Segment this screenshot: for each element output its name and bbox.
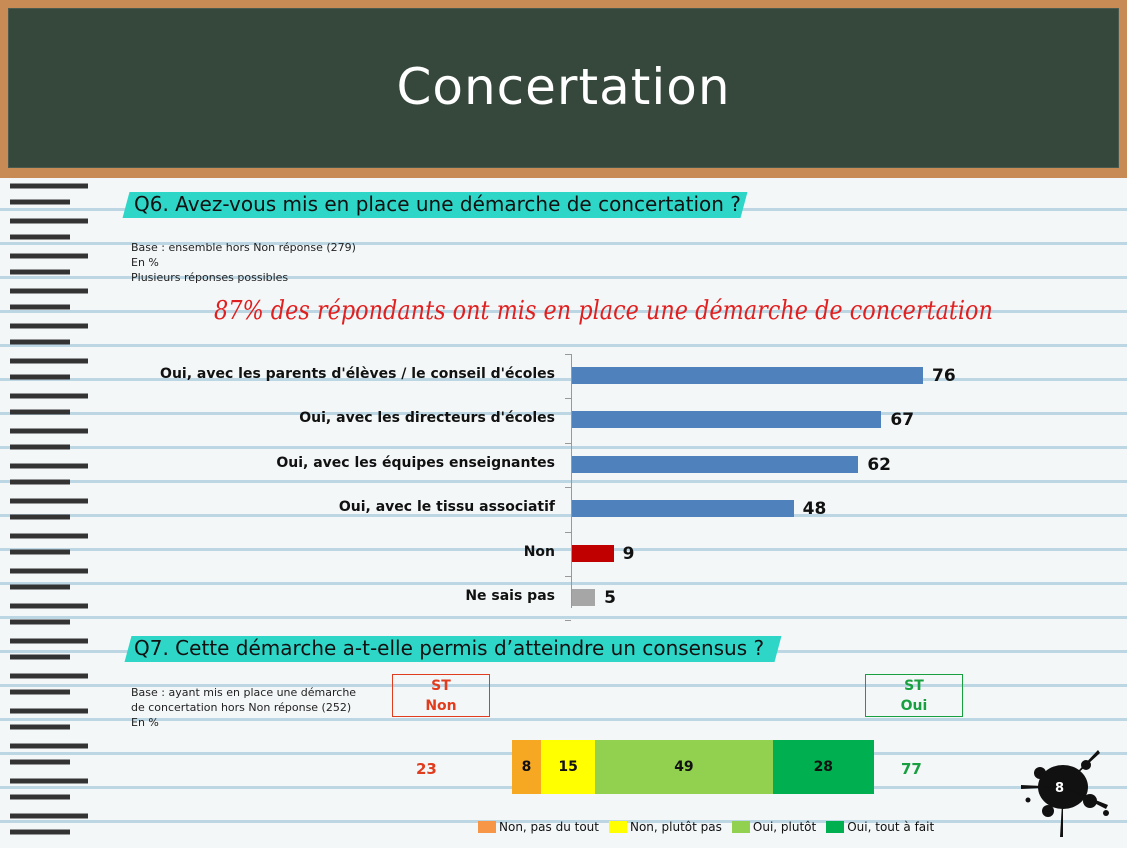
st-non-value: 23 — [416, 760, 437, 778]
legend-swatch — [732, 821, 750, 833]
chart1-axis-tick — [565, 620, 571, 621]
st-oui-value: 77 — [901, 760, 922, 778]
legend-swatch — [478, 821, 496, 833]
q7-question: Q7. Cette démarche a-t-elle permis d’atteindre un consensus ? — [134, 636, 765, 660]
q7-base-line3: En % — [131, 716, 159, 729]
chart1-value-label: 48 — [802, 499, 827, 520]
legend-item — [826, 820, 934, 834]
q7-base-line2: de concertation hors Non réponse (252) — [131, 701, 352, 714]
chart1-category-label: Oui, avec le tissu associatif — [338, 499, 555, 516]
chart2-segment: 15 — [541, 740, 595, 794]
chart1-value-label: 67 — [890, 410, 915, 431]
legend-item — [732, 820, 816, 834]
chart1-category-label: Oui, avec les équipes enseignantes — [276, 454, 555, 471]
chart1-bar — [572, 367, 923, 384]
st-non-label2: Non — [425, 698, 457, 714]
chart1-axis-tick — [565, 532, 571, 533]
spiral-binding-icon — [0, 178, 100, 848]
chart1-axis-tick — [565, 576, 571, 577]
chart1-value-label: 9 — [622, 543, 635, 564]
chart1-axis — [571, 354, 572, 608]
st-oui-box — [865, 674, 963, 717]
legend-item — [478, 820, 599, 834]
chart1-axis-tick — [565, 443, 571, 444]
st-non-label1: ST — [431, 678, 451, 694]
chart1-category-label: Oui, avec les directeurs d'écoles — [299, 410, 555, 427]
page-number: 8 — [1055, 781, 1065, 796]
legend-label: Oui, tout à fait — [847, 820, 935, 834]
q7-base-line1: Base : ayant mis en place une démarche — [131, 686, 357, 699]
q6-question: Q6. Avez-vous mis en place une démarche de concertation ? — [134, 192, 741, 216]
q6-headline: 87% des répondants ont mis en place une démarche de concertation — [214, 296, 993, 326]
chart1-bar — [572, 545, 614, 562]
chart1-value-label: 5 — [604, 588, 616, 608]
chart1-axis-tick — [565, 398, 571, 399]
legend-swatch — [609, 821, 627, 833]
legend-label: Non, plutôt pas — [629, 820, 722, 834]
chart1-value-label: 76 — [932, 366, 956, 386]
legend-label: Oui, plutôt — [752, 820, 817, 834]
chart1-value-label: 62 — [867, 454, 891, 475]
chart1-category-label: Oui, avec les parents d'élèves / le conseil d'écoles — [160, 366, 555, 382]
q6-base-line2: En % — [131, 256, 159, 269]
chart1-axis-tick — [565, 487, 571, 488]
chart1-axis-tick — [565, 354, 571, 355]
chart1-category-label: Non — [523, 543, 555, 560]
legend-label: Non, pas du tout — [499, 820, 599, 834]
st-oui-label1: ST — [904, 678, 924, 694]
chart2-legend — [478, 820, 938, 834]
chart1-bar — [572, 589, 595, 606]
chart1-bar — [572, 456, 858, 473]
slide-title: Concertation — [396, 58, 731, 116]
q6-base-line3: Plusieurs réponses possibles — [131, 271, 289, 284]
chart1-bar — [572, 411, 881, 428]
legend-item — [609, 820, 722, 834]
q6-base — [131, 240, 356, 285]
st-non-box — [392, 674, 490, 717]
st-oui-label2: Oui — [900, 698, 928, 714]
chart1-bar — [572, 500, 794, 517]
legend-swatch — [826, 821, 844, 833]
chart2-segment: 8 — [512, 740, 541, 794]
q6-base-line1: Base : ensemble hors Non réponse (279) — [131, 241, 356, 254]
chart1-category-label: Ne sais pas — [465, 588, 555, 604]
ink-splash-icon — [1018, 745, 1113, 840]
q7-base — [131, 685, 356, 730]
chart2-segment: 28 — [773, 740, 874, 794]
chart2-segment: 49 — [595, 740, 772, 794]
